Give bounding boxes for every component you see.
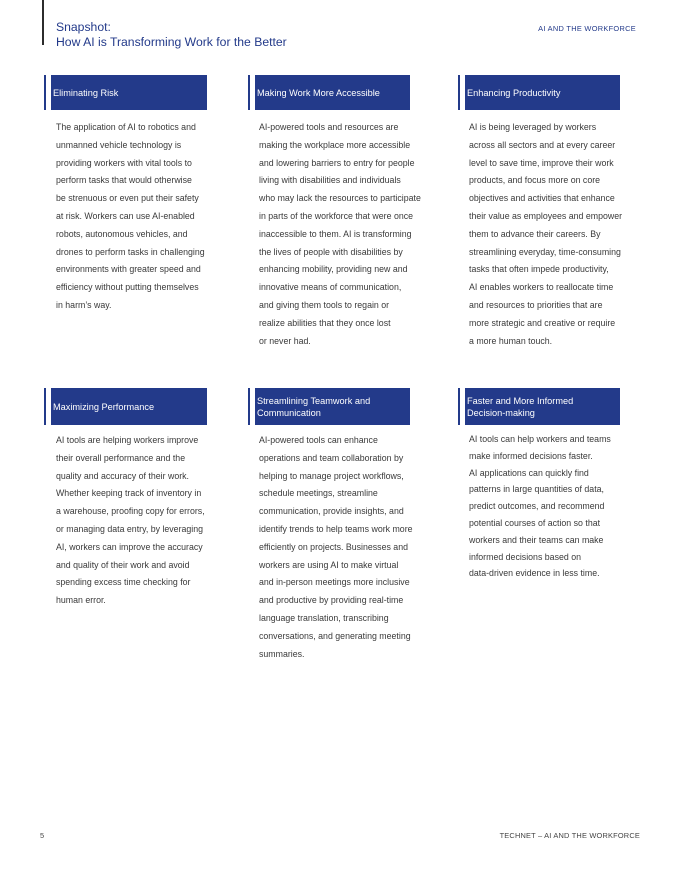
- body-line: efficiency without putting themselves: [56, 282, 199, 293]
- body-line: perform tasks that would otherwise: [56, 175, 192, 186]
- section-label: AI AND THE WORKFORCE: [538, 24, 636, 33]
- card-heading-text: Streamlining Teamwork and: [257, 395, 371, 406]
- body-line: at risk. Workers can use AI-enabled: [56, 210, 195, 221]
- body-line: objectives and activities that enhance: [469, 193, 615, 204]
- body-line: the lives of people with disabilities by: [259, 246, 403, 257]
- body-line: AI is being leveraged by workers: [469, 122, 597, 132]
- card-body-streamlining-teamwork: [259, 432, 413, 663]
- body-line: data-driven evidence in less time.: [469, 568, 600, 579]
- page-number: 5: [40, 831, 45, 840]
- card-heading-streamlining-teamwork: [248, 388, 410, 425]
- body-line: AI-powered tools can enhance: [259, 435, 378, 445]
- body-line: efficiently on projects. Businesses and: [259, 541, 408, 552]
- body-line: make informed decisions faster.: [469, 450, 593, 461]
- card-heading-maximizing-performance: [44, 388, 207, 425]
- body-line: AI tools are helping workers improve: [56, 435, 199, 445]
- body-line: environments with greater speed and: [56, 264, 201, 275]
- body-line: robots, autonomous vehicles, and: [56, 228, 188, 239]
- body-line: quality and accuracy of their work.: [56, 470, 189, 481]
- body-line: language translation, transcribing: [259, 612, 389, 623]
- card-body-eliminating-risk: [56, 119, 205, 315]
- body-line: their value as employees and empower: [469, 210, 623, 221]
- body-line: enhancing mobility, providing new and: [259, 264, 408, 275]
- body-line: products, and focus more on core: [469, 175, 601, 186]
- card-body-making-work-more-accessible: [259, 119, 421, 350]
- card-heading-text: Eliminating Risk: [53, 87, 119, 98]
- body-line: AI, workers can improve the accuracy: [56, 541, 203, 552]
- body-line: workers are using AI to make virtual: [259, 559, 399, 570]
- body-line: living with disabilities and individuals: [259, 175, 401, 186]
- body-line: informed decisions based on: [469, 551, 581, 562]
- body-line: level to save time, improve their work: [469, 157, 614, 168]
- body-line: and in-person meetings more inclusive: [259, 577, 410, 588]
- body-line: more strategic and creative or require: [469, 317, 616, 328]
- body-line: The application of AI to robotics and: [56, 122, 196, 132]
- body-line: workers and their teams can make: [469, 534, 604, 545]
- body-line: communication, provide insights, and: [259, 506, 404, 517]
- body-line: or never had.: [259, 335, 311, 346]
- body-line: tasks that often impede productivity,: [469, 264, 609, 275]
- card-heading-text: Decision-making: [467, 407, 535, 418]
- body-line: making the workplace more accessible: [259, 139, 411, 150]
- body-line: potential courses of action so that: [469, 517, 601, 528]
- card-heading-eliminating-risk: [44, 75, 207, 110]
- body-line: helping to manage project workflows,: [259, 470, 404, 481]
- body-line: realize abilities that they once lost: [259, 317, 391, 328]
- body-line: and quality of their work and avoid: [56, 559, 190, 570]
- card-body-maximizing-performance: [56, 432, 205, 610]
- body-line: a more human touch.: [469, 335, 553, 346]
- body-line: providing workers with vital tools to: [56, 157, 192, 168]
- body-line: in parts of the workforce that were once: [259, 210, 414, 221]
- body-line: summaries.: [259, 648, 305, 659]
- body-line: identify trends to help teams work more: [259, 523, 413, 534]
- card-heading-text: Enhancing Productivity: [467, 87, 561, 98]
- body-line: unmanned vehicle technology is: [56, 139, 182, 150]
- body-line: and lowering barriers to entry for people: [259, 157, 415, 168]
- body-line: who may lack the resources to participate: [259, 193, 421, 204]
- card-heading-enhancing-productivity: [458, 75, 620, 110]
- body-line: their overall performance and the: [56, 452, 186, 463]
- body-line: AI applications can quickly find: [469, 467, 589, 478]
- body-line: spending excess time checking for: [56, 577, 191, 588]
- body-line: streamlining everyday, time-consuming: [469, 246, 621, 257]
- body-line: patterns in large quantities of data,: [469, 484, 604, 495]
- body-line: be strenuous or even put their safety: [56, 193, 199, 204]
- page-title-line-2: How AI is Transforming Work for the Better: [56, 34, 287, 49]
- body-line: conversations, and generating meeting: [259, 630, 411, 641]
- body-line: in harm’s way.: [56, 299, 112, 310]
- body-line: or managing data entry, by leveraging: [56, 523, 204, 534]
- body-line: AI enables workers to reallocate time: [469, 282, 614, 293]
- card-heading-making-work-more-accessible: [248, 75, 410, 110]
- card-heading-text: Communication: [257, 407, 321, 418]
- body-line: a warehouse, proofing copy for errors,: [56, 506, 205, 517]
- card-body-enhancing-productivity: [469, 119, 622, 350]
- title-rule: [42, 0, 44, 45]
- body-line: innovative means of communication,: [259, 282, 402, 293]
- body-line: AI tools can help workers and teams: [469, 434, 611, 444]
- running-title: TECHNET – AI AND THE WORKFORCE: [499, 831, 640, 840]
- body-line: human error.: [56, 595, 106, 606]
- body-line: and resources to priorities that are: [469, 299, 603, 310]
- body-line: and productive by providing real-time: [259, 595, 404, 606]
- card-body-faster-decision-making: [469, 431, 611, 582]
- body-line: schedule meetings, streamline: [259, 488, 378, 499]
- body-line: Whether keeping track of inventory in: [56, 488, 202, 499]
- body-line: inaccessible to them. AI is transforming: [259, 228, 412, 239]
- card-heading-text: Maximizing Performance: [53, 401, 155, 412]
- body-line: AI-powered tools and resources are: [259, 122, 399, 132]
- card-heading-text: Faster and More Informed: [467, 395, 574, 406]
- body-line: operations and team collaboration by: [259, 452, 404, 463]
- body-line: predict outcomes, and recommend: [469, 501, 605, 512]
- body-line: them to advance their careers. By: [469, 228, 601, 239]
- page-title: [56, 20, 287, 49]
- card-heading-faster-decision-making: [458, 388, 620, 425]
- body-line: across all sectors and at every career: [469, 139, 616, 150]
- body-line: drones to perform tasks in challenging: [56, 246, 205, 257]
- page-title-line-1: Snapshot:: [56, 20, 111, 34]
- card-heading-text: Making Work More Accessible: [257, 87, 380, 98]
- body-line: and giving them tools to regain or: [259, 299, 390, 310]
